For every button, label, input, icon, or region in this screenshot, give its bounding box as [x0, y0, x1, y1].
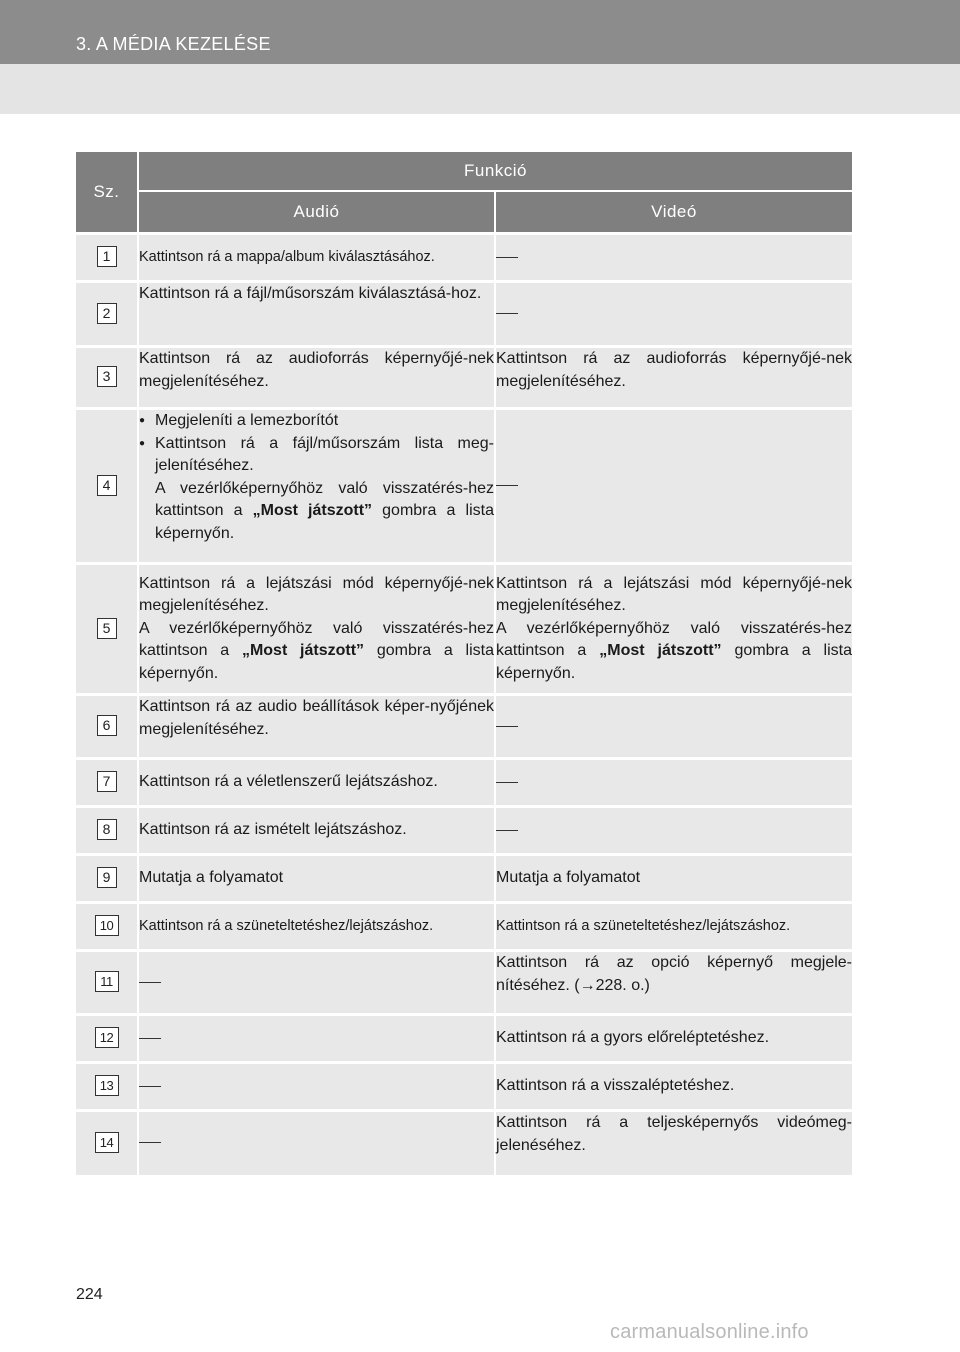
function-table	[76, 152, 852, 1175]
video-cell-empty	[495, 759, 852, 807]
row-number-badge: 14	[95, 1132, 119, 1153]
header-audio: Audió	[138, 191, 495, 234]
table-row	[76, 951, 852, 1015]
most-jatszott-label: „Most játszott”	[241, 642, 365, 660]
video-cell: Kattintson rá a lejátszási mód képernyőjé-nek megjelenítéséhez. A vezérlőképernyőhöz való visszatérés-hez kattintson a „Most játszott” gombra a lista képernyőn.	[495, 564, 852, 695]
audio-cell: Mutatja a folyamatot	[138, 855, 495, 903]
dash-mark	[496, 257, 518, 258]
bullet-item: ● Megjeleníti a lemezborítót	[139, 410, 494, 433]
video-cell-empty	[495, 282, 852, 347]
audio-cell-empty	[138, 951, 495, 1015]
row-number-badge: 11	[95, 971, 119, 992]
table-row	[76, 409, 852, 564]
row-number-badge: 4	[97, 475, 117, 496]
row-number-badge: 13	[95, 1075, 119, 1096]
most-jatszott-label: „Most játszott”	[599, 642, 722, 660]
table-row	[76, 759, 852, 807]
table-row	[76, 564, 852, 695]
video-cell: Kattintson rá a gyors előreléptetéshez.	[495, 1015, 852, 1063]
bullet-item: ● Kattintson rá a fájl/műsorszám lista meg-jelenítéséhez. A vezérlőképernyőhöz való visszatérés-hez kattintson a „Most játszott” gombra a lista képernyőn.	[139, 433, 494, 546]
video-cell-empty	[495, 807, 852, 855]
table-row	[76, 347, 852, 409]
row-number-badge: 1	[97, 246, 117, 267]
audio-cell-empty	[138, 1111, 495, 1175]
row-number-badge: 3	[97, 366, 117, 387]
header-video: Videó	[495, 191, 852, 234]
dash-mark	[496, 313, 518, 314]
dash-mark	[496, 485, 518, 486]
table-row	[76, 695, 852, 759]
audio-cell-empty	[138, 1063, 495, 1111]
audio-cell: Kattintson rá a lejátszási mód képernyőjé-nek megjelenítéséhez. A vezérlőképernyőhöz való visszatérés-hez kattintson a „Most játszott” gombra a lista képernyőn.	[138, 564, 495, 695]
header-band	[0, 64, 960, 114]
audio-cell: Kattintson rá a szüneteltetéshez/lejátszáshoz.	[138, 903, 495, 951]
audio-cell: Kattintson rá a fájl/műsorszám kiválasztásá-hoz.	[138, 282, 495, 347]
video-cell-empty	[495, 234, 852, 282]
row-number-badge: 5	[97, 618, 117, 639]
row-number-badge: 2	[97, 303, 117, 324]
table-row	[76, 282, 852, 347]
dash-mark	[139, 982, 161, 983]
row-number-badge: 8	[97, 819, 117, 840]
row-number-badge: 6	[97, 715, 117, 736]
video-cell-empty	[495, 695, 852, 759]
audio-cell: Kattintson rá az ismételt lejátszáshoz.	[138, 807, 495, 855]
audio-cell	[138, 409, 495, 564]
audio-cell: Kattintson rá a mappa/album kiválasztásához.	[138, 234, 495, 282]
most-jatszott-label: „Most játszott”	[252, 502, 373, 519]
table-row	[76, 903, 852, 951]
row-number-badge: 7	[97, 771, 117, 792]
audio-cell-empty	[138, 1015, 495, 1063]
video-cell-empty	[495, 409, 852, 564]
watermark: carmanualsonline.info	[610, 1321, 809, 1343]
row-number-badge: 12	[95, 1027, 119, 1048]
video-cell: Kattintson rá a teljesképernyős videómeg-jelenéséhez.	[495, 1111, 852, 1175]
video-cell: Kattintson rá a visszaléptetéshez.	[495, 1063, 852, 1111]
section-title: 3. A MÉDIA KEZELÉSE	[76, 34, 271, 54]
dash-mark	[139, 1142, 161, 1143]
dash-mark	[496, 830, 518, 831]
page-number: 224	[76, 1286, 103, 1303]
table-row	[76, 855, 852, 903]
table-row	[76, 234, 852, 282]
video-cell: Mutatja a folyamatot	[495, 855, 852, 903]
header-sz: Sz.	[76, 152, 138, 234]
table-row	[76, 1063, 852, 1111]
video-cell: Kattintson rá az opció képernyő megjele-nítéséhez. (→228. o.)	[495, 951, 852, 1015]
dash-mark	[139, 1038, 161, 1039]
dash-mark	[139, 1086, 161, 1087]
dash-mark	[496, 782, 518, 783]
audio-cell: Kattintson rá a véletlenszerű lejátszáshoz.	[138, 759, 495, 807]
dash-mark	[496, 726, 518, 727]
table-row	[76, 807, 852, 855]
row-number-badge: 9	[97, 867, 117, 888]
header-funkcio: Funkció	[138, 152, 852, 191]
table-row	[76, 1111, 852, 1175]
video-cell: Kattintson rá a szüneteltetéshez/lejátszáshoz.	[495, 903, 852, 951]
video-cell: Kattintson rá az audioforrás képernyőjé-nek megjelenítéséhez.	[495, 347, 852, 409]
table-row	[76, 1015, 852, 1063]
audio-cell: Kattintson rá az audioforrás képernyőjé-nek megjelenítéséhez.	[138, 347, 495, 409]
row-number-badge: 10	[95, 915, 119, 936]
audio-cell: Kattintson rá az audio beállítások képer-nyőjének megjelenítéséhez.	[138, 695, 495, 759]
